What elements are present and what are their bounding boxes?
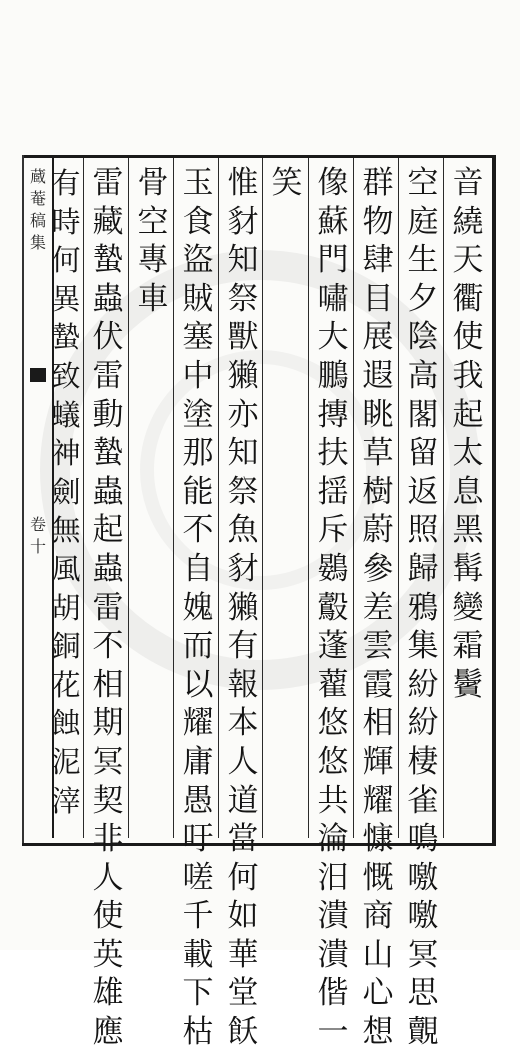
text-glyph: 蟲	[92, 473, 124, 510]
text-glyph: 如	[227, 898, 259, 935]
text-glyph: 有	[227, 628, 259, 665]
margin-glyph: 蔵	[29, 167, 46, 186]
text-glyph: 使	[92, 898, 124, 935]
text-glyph: 變	[452, 589, 484, 626]
text-glyph: 噭	[407, 859, 439, 896]
text-glyph: 鷇	[317, 589, 349, 626]
text-glyph: 鴉	[407, 589, 439, 626]
text-glyph: 一	[317, 1014, 349, 1051]
text-glyph: 惟	[227, 165, 259, 201]
text-glyph: 雀	[407, 782, 439, 819]
text-glyph: 而	[182, 628, 214, 665]
text-glyph: 英	[92, 936, 124, 973]
text-glyph: 音	[452, 165, 484, 201]
text-glyph: 笑	[271, 165, 303, 201]
text-glyph: 庸	[182, 743, 214, 780]
margin-glyph: 卷	[29, 515, 46, 534]
text-glyph: 摶	[317, 396, 349, 433]
text-glyph: 雷	[92, 357, 124, 394]
text-glyph: 蔚	[362, 512, 394, 549]
text-glyph: 紛	[407, 666, 439, 703]
text-glyph: 獺	[227, 357, 259, 394]
margin-book-title	[26, 166, 50, 254]
text-glyph: 下	[182, 975, 214, 1012]
text-glyph: 照	[407, 512, 439, 549]
text-glyph: 我	[452, 357, 484, 394]
text-glyph: 雷	[92, 165, 124, 201]
text-glyph: 獺	[227, 589, 259, 626]
text-glyph: 耀	[182, 705, 214, 742]
text-glyph: 鬢	[452, 666, 484, 703]
text-glyph: 扶	[317, 435, 349, 472]
margin-glyph: 稿	[29, 211, 46, 230]
text-glyph: 雄	[92, 975, 124, 1012]
text-glyph: 樹	[362, 473, 394, 510]
text-glyph: 媿	[182, 589, 214, 626]
text-glyph: 返	[407, 473, 439, 510]
text-glyph: 本	[227, 705, 259, 742]
margin-glyph: 菴	[29, 189, 46, 208]
text-glyph: 胡	[51, 590, 81, 625]
text-glyph: 歸	[407, 550, 439, 587]
text-glyph: 鷃	[317, 550, 349, 587]
text-glyph: 相	[362, 705, 394, 742]
text-glyph: 心	[362, 975, 394, 1012]
text-glyph: 共	[317, 782, 349, 819]
text-glyph: 思	[407, 975, 439, 1012]
text-glyph: 門	[317, 242, 349, 279]
frame-right-border	[492, 155, 496, 843]
text-glyph: 像	[317, 165, 349, 201]
text-glyph: 太	[452, 435, 484, 472]
text-glyph: 冥	[407, 936, 439, 973]
text-glyph: 使	[452, 319, 484, 356]
margin-volume-label	[26, 514, 50, 558]
text-glyph: 報	[227, 666, 259, 703]
text-glyph: 輝	[362, 743, 394, 780]
text-glyph: 人	[227, 743, 259, 780]
text-column-2	[399, 164, 447, 1052]
text-glyph: 黑	[452, 512, 484, 549]
text-glyph: 肆	[362, 242, 394, 279]
text-glyph: 霞	[362, 666, 394, 703]
text-glyph: 空	[137, 203, 169, 240]
text-glyph: 商	[362, 898, 394, 935]
text-glyph: 應	[92, 1014, 124, 1051]
text-glyph: 衢	[452, 280, 484, 317]
text-glyph: 紛	[407, 705, 439, 742]
text-glyph: 以	[182, 666, 214, 703]
text-glyph: 揺	[317, 473, 349, 510]
text-glyph: 不	[92, 628, 124, 665]
text-glyph: 藋	[317, 666, 349, 703]
text-column-10	[50, 164, 82, 820]
text-glyph: 中	[182, 357, 214, 394]
text-glyph: 斥	[317, 512, 349, 549]
text-glyph: 有	[51, 166, 81, 200]
text-glyph: 天	[452, 242, 484, 279]
text-glyph: 偕	[317, 975, 349, 1012]
text-glyph: 期	[92, 705, 124, 742]
text-glyph: 銅	[51, 629, 81, 664]
text-glyph: 集	[407, 628, 439, 665]
text-glyph: 賊	[182, 280, 214, 317]
text-glyph: 悠	[317, 743, 349, 780]
text-glyph: 不	[182, 512, 214, 549]
text-glyph: 飫	[227, 1014, 259, 1051]
text-glyph: 致	[51, 358, 81, 393]
text-glyph: 淪	[317, 821, 349, 858]
text-glyph: 慨	[362, 859, 394, 896]
text-column-3	[354, 164, 402, 1052]
text-glyph: 藏	[92, 203, 124, 240]
text-glyph: 棲	[407, 743, 439, 780]
text-glyph: 參	[362, 550, 394, 587]
text-glyph: 知	[227, 435, 259, 472]
text-glyph: 悠	[317, 705, 349, 742]
text-glyph: 魚	[227, 512, 259, 549]
text-glyph: 愚	[182, 782, 214, 819]
text-glyph: 雷	[92, 589, 124, 626]
text-column-8	[129, 164, 177, 318]
text-glyph: 堂	[227, 975, 259, 1012]
text-glyph: 鳴	[407, 821, 439, 858]
text-glyph: 何	[51, 243, 81, 278]
text-glyph: 亦	[227, 396, 259, 433]
text-glyph: 劍	[51, 474, 81, 509]
text-glyph: 何	[227, 859, 259, 896]
text-glyph: 髯	[452, 550, 484, 587]
text-glyph: 陰	[407, 319, 439, 356]
text-column-6	[219, 164, 267, 1052]
text-glyph: 非	[92, 821, 124, 858]
text-glyph: 載	[182, 936, 214, 973]
margin-glyph: 集	[29, 233, 46, 252]
text-glyph: 差	[362, 589, 394, 626]
text-glyph: 玉	[182, 165, 214, 201]
text-glyph: 道	[227, 782, 259, 819]
text-column-9	[84, 164, 132, 1052]
text-glyph: 蟲	[92, 550, 124, 587]
text-glyph: 留	[407, 435, 439, 472]
text-glyph: 神	[51, 436, 81, 471]
text-glyph: 蟄	[51, 320, 81, 355]
text-glyph: 盜	[182, 242, 214, 279]
text-glyph: 祭	[227, 473, 259, 510]
text-glyph: 當	[227, 821, 259, 858]
text-glyph: 鵬	[317, 357, 349, 394]
text-glyph: 高	[407, 357, 439, 394]
text-glyph: 塗	[182, 396, 214, 433]
text-glyph: 覿	[407, 1014, 439, 1051]
text-glyph: 繞	[452, 203, 484, 240]
text-glyph: 霜	[452, 628, 484, 665]
text-glyph: 山	[362, 936, 394, 973]
text-glyph: 空	[407, 165, 439, 201]
text-glyph: 起	[92, 512, 124, 549]
text-glyph: 獸	[227, 319, 259, 356]
text-glyph: 閣	[407, 396, 439, 433]
text-glyph: 吁	[182, 821, 214, 858]
text-glyph: 塞	[182, 319, 214, 356]
text-glyph: 想	[362, 1014, 394, 1051]
text-glyph: 群	[362, 165, 394, 201]
margin-glyph: 十	[29, 537, 46, 556]
text-glyph: 那	[182, 435, 214, 472]
text-glyph: 潰	[317, 936, 349, 973]
text-glyph: 慷	[362, 821, 394, 858]
text-column-7	[174, 164, 222, 1052]
text-glyph: 耀	[362, 782, 394, 819]
text-glyph: 蟄	[92, 435, 124, 472]
text-glyph: 豺	[227, 203, 259, 240]
text-glyph: 噭	[407, 898, 439, 935]
text-glyph: 息	[452, 473, 484, 510]
text-glyph: 滓	[51, 783, 81, 818]
text-glyph: 枯	[182, 1014, 214, 1051]
text-glyph: 知	[227, 242, 259, 279]
text-glyph: 骨	[137, 165, 169, 201]
text-glyph: 契	[92, 782, 124, 819]
text-glyph: 汨	[317, 859, 349, 896]
text-glyph: 嘯	[317, 280, 349, 317]
text-glyph: 時	[51, 204, 81, 239]
text-glyph: 蟄	[92, 242, 124, 279]
text-column-4	[309, 164, 357, 1052]
text-glyph: 潰	[317, 898, 349, 935]
margin-text	[26, 166, 50, 558]
text-glyph: 眺	[362, 396, 394, 433]
text-glyph: 起	[452, 396, 484, 433]
text-glyph: 蓬	[317, 628, 349, 665]
text-glyph: 祭	[227, 280, 259, 317]
text-glyph: 蟻	[51, 397, 81, 432]
text-glyph: 無	[51, 513, 81, 548]
text-glyph: 生	[407, 242, 439, 279]
text-glyph: 華	[227, 936, 259, 973]
text-glyph: 物	[362, 203, 394, 240]
text-glyph: 蟲	[92, 280, 124, 317]
text-glyph: 冥	[92, 743, 124, 780]
text-glyph: 雲	[362, 628, 394, 665]
text-glyph: 食	[182, 203, 214, 240]
text-glyph: 嗟	[182, 859, 214, 896]
text-glyph: 花	[51, 667, 81, 702]
text-glyph: 人	[92, 859, 124, 896]
text-glyph: 蝕	[51, 706, 81, 741]
text-glyph: 異	[51, 281, 81, 316]
text-glyph: 相	[92, 666, 124, 703]
text-glyph: 泥	[51, 744, 81, 779]
text-glyph: 蘇	[317, 203, 349, 240]
text-glyph: 豺	[227, 550, 259, 587]
text-glyph: 專	[137, 242, 169, 279]
text-glyph: 能	[182, 473, 214, 510]
text-glyph: 庭	[407, 203, 439, 240]
text-glyph: 伏	[92, 319, 124, 356]
text-glyph: 遐	[362, 357, 394, 394]
text-glyph: 動	[92, 396, 124, 433]
text-glyph: 展	[362, 319, 394, 356]
text-column-5	[263, 164, 311, 203]
text-glyph: 目	[362, 280, 394, 317]
text-glyph: 夕	[407, 280, 439, 317]
text-glyph: 車	[137, 280, 169, 317]
text-glyph: 大	[317, 319, 349, 356]
text-glyph: 千	[182, 898, 214, 935]
text-glyph: 自	[182, 550, 214, 587]
text-column-1	[444, 164, 492, 704]
text-glyph: 風	[51, 551, 81, 586]
text-glyph: 草	[362, 435, 394, 472]
